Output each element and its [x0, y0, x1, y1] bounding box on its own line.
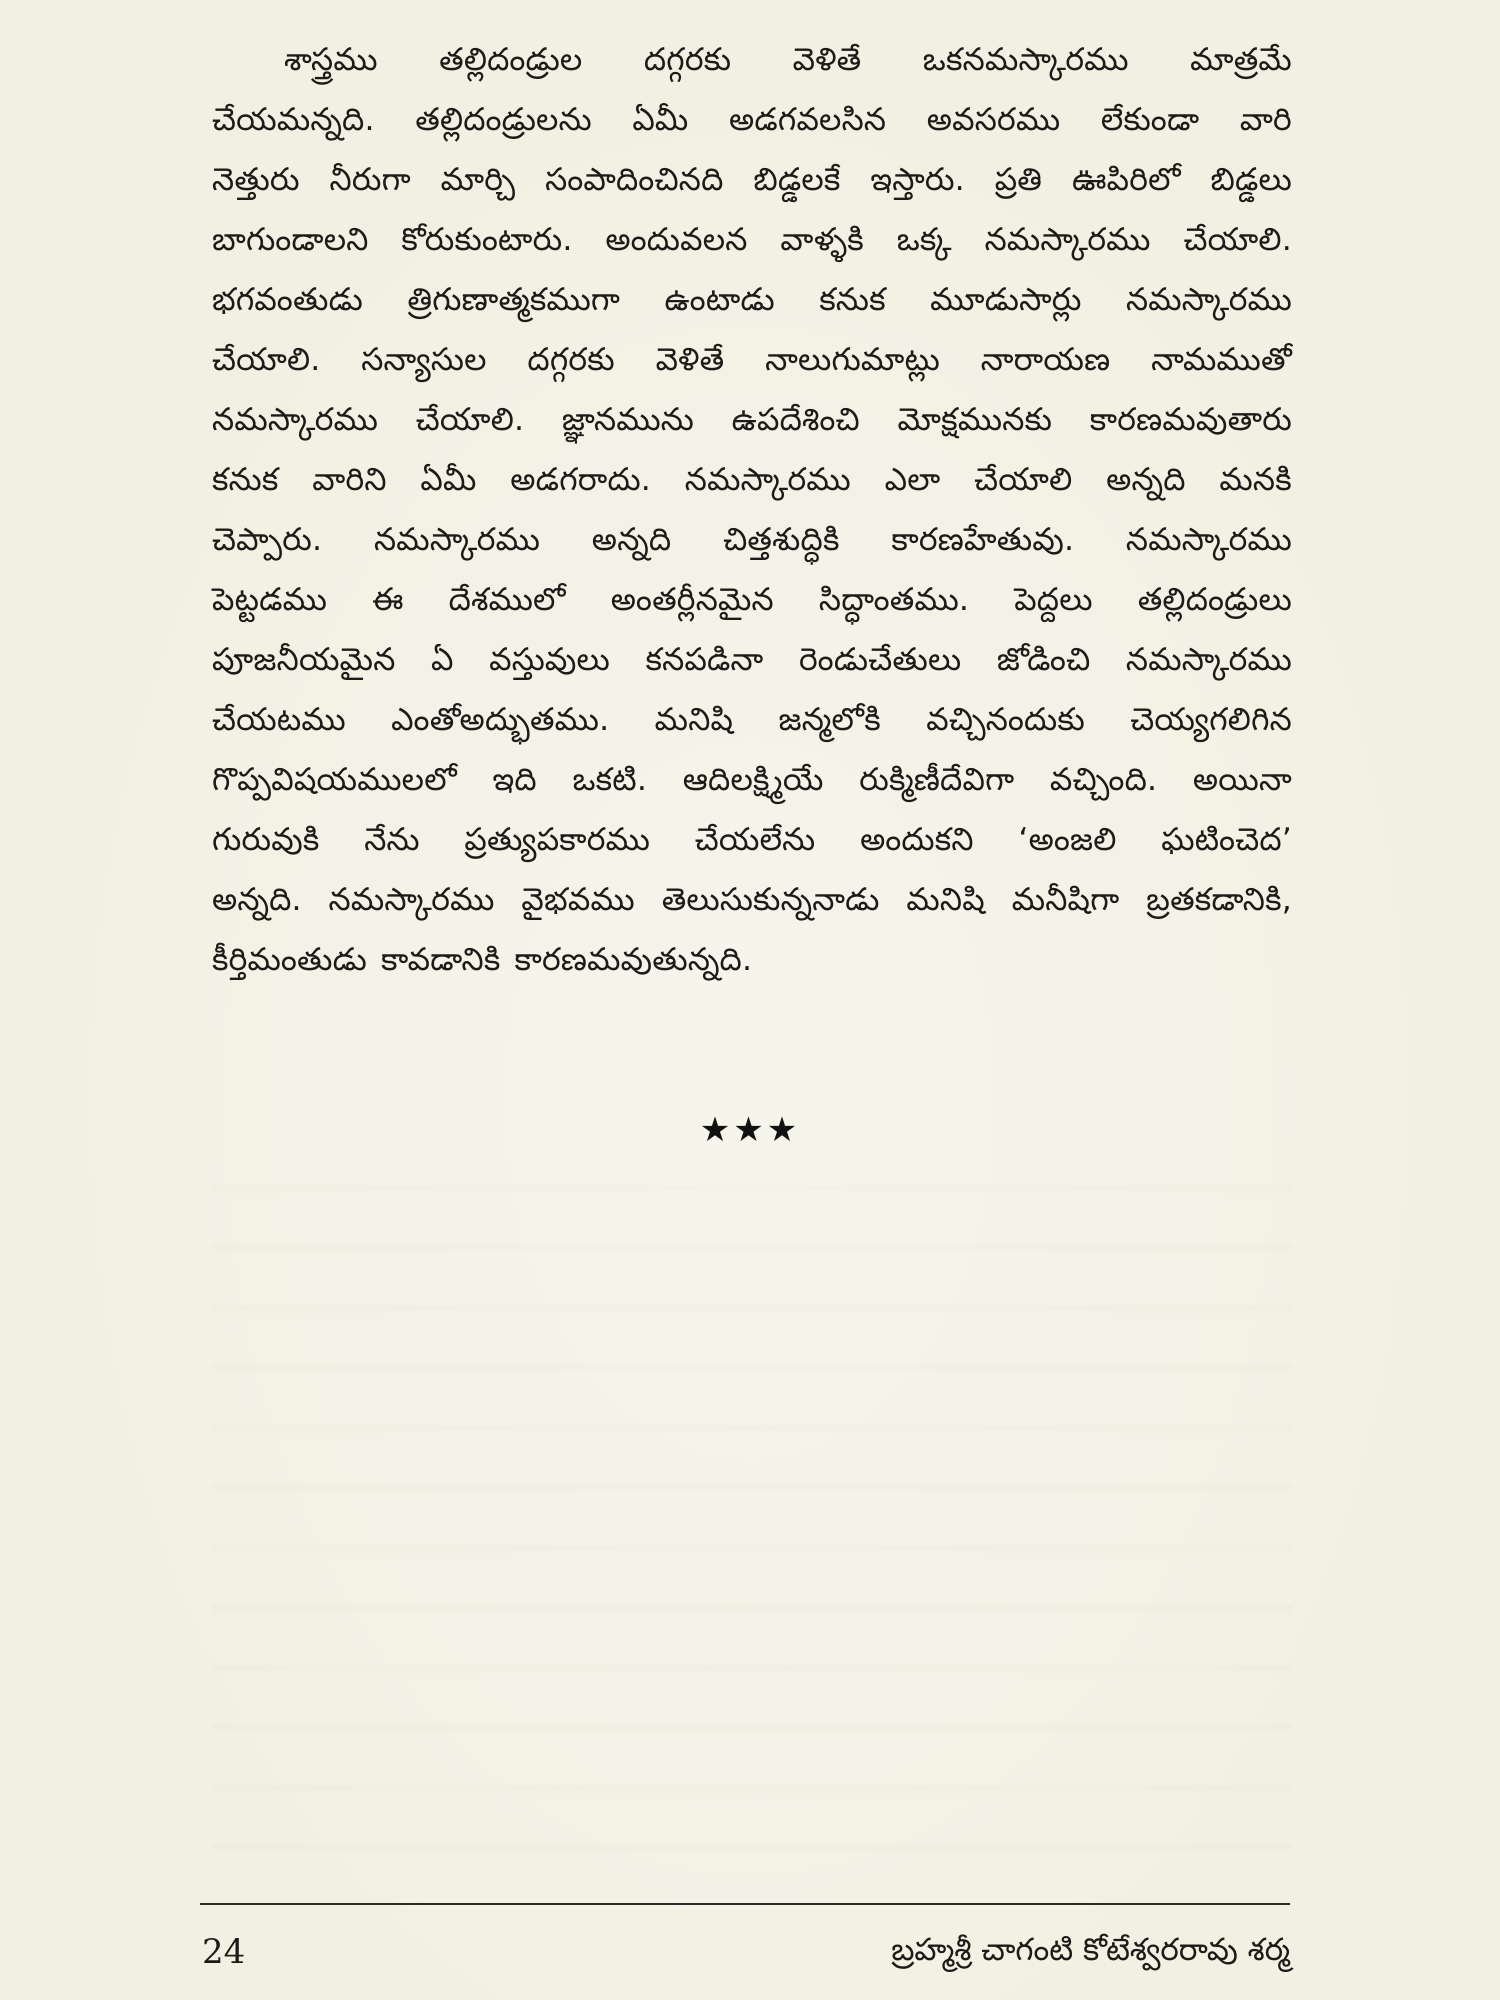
- word: చిత్తశుద్ధికి: [723, 522, 840, 558]
- word: అవసరము: [926, 102, 1061, 138]
- word: ప్రతి: [994, 162, 1043, 198]
- word: తల్లిదండ్రులు: [1137, 582, 1292, 618]
- word: మాత్రమే: [1190, 42, 1292, 78]
- word: కోరుకుంటారు.: [401, 222, 573, 258]
- word: నెత్తురు: [212, 162, 300, 198]
- word: గురువుకి: [212, 822, 320, 858]
- word: అందుకని: [860, 822, 974, 858]
- word: ఈ: [372, 582, 404, 618]
- word: మనీషిగా: [1011, 882, 1120, 918]
- word: నీరుగా: [329, 162, 411, 198]
- word: ఎలా: [884, 462, 941, 498]
- word: వెళితే: [655, 342, 725, 378]
- word: తల్లిదండ్రుల: [439, 42, 583, 78]
- word: ఒకటి.: [572, 762, 648, 798]
- word: శాస్త్రము: [284, 42, 378, 78]
- word: వచ్చింది.: [1049, 762, 1158, 798]
- word: మనకి: [1219, 462, 1292, 498]
- word: అడగవలసిన: [728, 102, 887, 138]
- paragraph-line: [212, 750, 1292, 810]
- word: నేను: [364, 822, 420, 858]
- paragraph-line: [212, 570, 1292, 630]
- word: వారిని: [312, 462, 387, 498]
- word: దగ్గరకు: [643, 42, 732, 78]
- word: అన్నది.: [212, 882, 302, 918]
- word: చేయాలి.: [415, 402, 525, 438]
- paragraph-line: [212, 270, 1292, 330]
- word: నమస్కారము: [1125, 522, 1292, 558]
- paragraph-line: [212, 810, 1292, 870]
- word: చెయ్యగలిగిన: [1130, 702, 1292, 738]
- word: అడగరాదు.: [510, 462, 652, 498]
- word: బిడ్డలకే: [753, 162, 841, 198]
- word: చేయలేను: [694, 822, 816, 858]
- paragraph-line: [212, 870, 1292, 930]
- word: ‘అంజలి: [1018, 822, 1117, 858]
- word: ఉంటాడు: [664, 282, 775, 318]
- paragraph-line: [212, 630, 1292, 690]
- word: నారాయణ: [980, 342, 1111, 378]
- word: గొప్పవిషయములలో: [212, 762, 457, 798]
- word: పూజనీయమైన: [212, 642, 396, 678]
- word: అన్నది: [591, 522, 672, 558]
- word: వారి: [1239, 102, 1292, 138]
- word: దగ్గరకు: [527, 342, 615, 378]
- word: వాళ్ళకి: [780, 222, 864, 258]
- paragraph-line: [212, 690, 1292, 750]
- word: ఉపదేశించి: [731, 402, 860, 438]
- word: ఏమీ: [632, 102, 689, 138]
- word: నామముతో: [1151, 342, 1292, 378]
- word: బిడ్డలు: [1210, 162, 1292, 198]
- word: మనిషి: [654, 702, 734, 738]
- paragraph-line: [212, 450, 1292, 510]
- word: ఇది: [492, 762, 537, 798]
- word: ఘటించెద’: [1161, 822, 1292, 858]
- word: మార్చి: [440, 162, 516, 198]
- word: అన్నది: [1106, 462, 1186, 498]
- word: బ్రతకడానికి,: [1146, 882, 1292, 918]
- word: తల్లిదండ్రులను: [415, 102, 592, 138]
- word: కారణమవుతారు: [1089, 402, 1292, 438]
- word: ఏమీ: [420, 462, 477, 498]
- word: కనుక: [212, 462, 279, 498]
- word: ఏ: [431, 642, 454, 678]
- word: పెట్టడము: [212, 582, 328, 618]
- word: చేయాలి: [974, 462, 1073, 498]
- word: అంతర్లీనమైన: [610, 582, 774, 618]
- section-break-stars: ★★★: [699, 1110, 801, 1150]
- page-number: 24: [202, 1932, 246, 1972]
- word: త్రిగుణాత్మకముగా: [407, 282, 621, 318]
- word: నమస్కారము: [212, 402, 379, 438]
- word: మూడుసార్లు: [930, 282, 1082, 318]
- word: కావడానికి: [381, 942, 501, 978]
- running-footer-author: బ్రహ్మశ్రీ చాగంటి కోటేశ్వరరావు శర్మ: [891, 1932, 1290, 1968]
- word: దేశములో: [448, 582, 566, 618]
- word: భగవంతుడు: [212, 282, 363, 318]
- word: చేయాలి.: [212, 342, 321, 378]
- word: ఎంతోఅద్భుతము.: [391, 702, 610, 738]
- word: వస్తువులు: [489, 642, 610, 678]
- word: నాలుగుమాట్లు: [765, 342, 940, 378]
- paragraph-line: [212, 90, 1292, 150]
- word: ఊపిరిలో: [1071, 162, 1181, 198]
- word: జన్మలోకి: [778, 702, 881, 738]
- word: మోక్షమునకు: [897, 402, 1053, 438]
- word: మనిషి: [906, 882, 985, 918]
- word: కారణహేతువు.: [891, 522, 1075, 558]
- word: సంపాదించినది: [545, 162, 724, 198]
- word: నమస్కారము: [684, 462, 851, 498]
- word: అయినా: [1192, 762, 1292, 798]
- word: లేకుండా: [1100, 102, 1200, 138]
- paragraph-line: [212, 150, 1292, 210]
- paragraph-line: [212, 210, 1292, 270]
- word: నమస్కారము: [373, 522, 541, 558]
- word: నమస్కారము: [984, 222, 1151, 258]
- word: అందువలన: [605, 222, 748, 258]
- word: ఒక్క: [896, 222, 952, 258]
- show-through-texture: [212, 1150, 1292, 1870]
- word: జోడించి: [996, 642, 1091, 678]
- paragraph-line: [212, 330, 1292, 390]
- paragraph-line: [212, 930, 1292, 990]
- paragraph-line: [212, 510, 1292, 570]
- word: నమస్కారము: [1125, 642, 1292, 678]
- paragraph-line: [212, 30, 1292, 90]
- word: వైభవము: [521, 882, 635, 918]
- word: చేయటము: [212, 702, 346, 738]
- word: ఒకనమస్కారము: [922, 42, 1129, 78]
- word: వెళితే: [792, 42, 862, 78]
- word: కీర్తిమంతుడు: [212, 942, 368, 978]
- word: కారణమవుతున్నది.: [514, 942, 753, 978]
- word: సన్యాసుల: [361, 342, 487, 378]
- body-paragraph: [212, 30, 1292, 990]
- word: తెలుసుకున్ననాడు: [661, 882, 880, 918]
- word: కనపడినా: [645, 642, 764, 678]
- word: చేయాలి.: [1183, 222, 1292, 258]
- word: నమస్కారము: [1125, 282, 1292, 318]
- word: ఆదిలక్ష్మియే: [682, 762, 824, 798]
- word: ఇస్తారు.: [870, 162, 965, 198]
- word: సిద్ధాంతము.: [818, 582, 970, 618]
- word: రుక్మిణీదేవిగా: [859, 762, 1015, 798]
- word: నమస్కారము: [328, 882, 495, 918]
- word: ప్రత్యుపకారము: [464, 822, 651, 858]
- word: జ్ఞానమును: [561, 402, 694, 438]
- word: కనుక: [819, 282, 886, 318]
- word: వచ్చినందుకు: [926, 702, 1085, 738]
- word: పెద్దలు: [1014, 582, 1093, 618]
- word: రెండుచేతులు: [798, 642, 962, 678]
- word: చెప్పారు.: [212, 522, 323, 558]
- paragraph-line: [212, 390, 1292, 450]
- word: చేయమన్నది.: [212, 102, 375, 138]
- footer-rule: [200, 1903, 1290, 1905]
- word: బాగుండాలని: [212, 222, 369, 258]
